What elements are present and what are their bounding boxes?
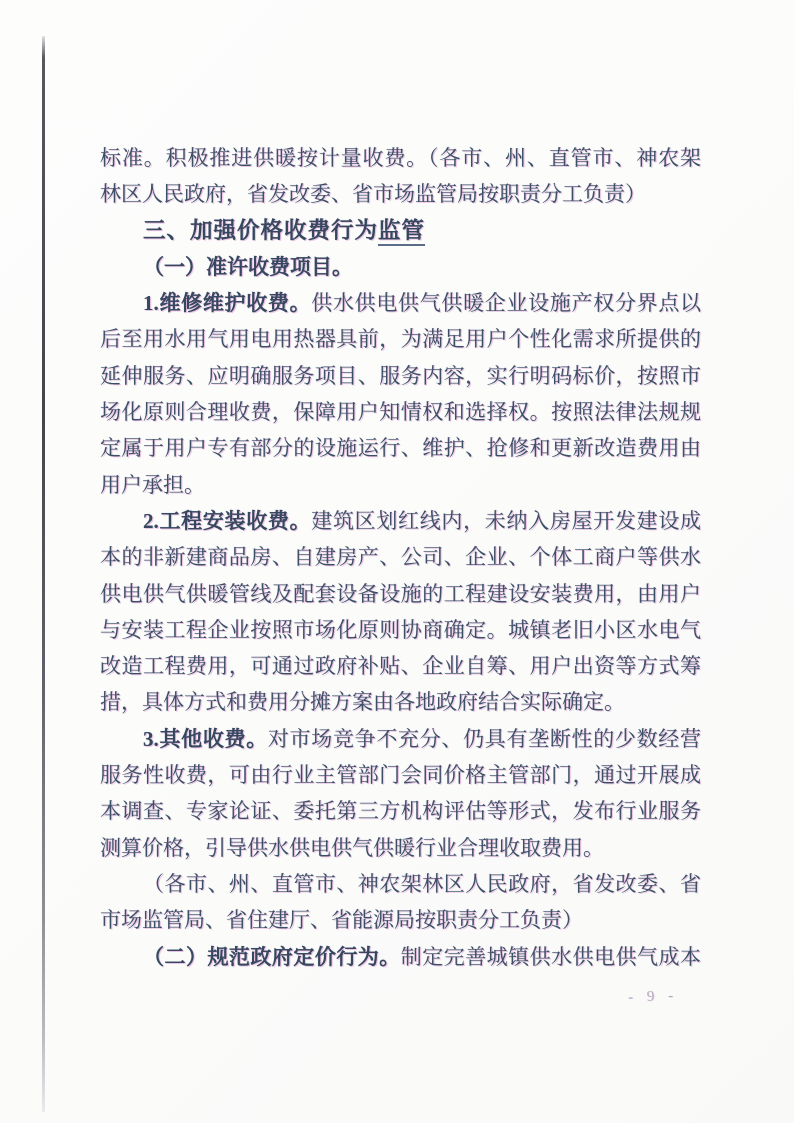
text-line xyxy=(100,358,701,394)
bold-text-segment: 2.工程安装收费。 xyxy=(143,508,312,533)
underlined-text: 监管 xyxy=(378,218,425,246)
document-text xyxy=(100,140,701,975)
text-segment: 与安装工程企业按照市场化原则协商确定。城镇老旧小区水电气 xyxy=(100,617,701,642)
text-segment: 服务性收费，可由行业主管部门会同价格主管部门，通过开展成 xyxy=(100,763,701,788)
bold-text-segment: 1.维修维护收费。 xyxy=(143,291,312,316)
page-number: - 9 - xyxy=(627,987,679,1006)
text-line xyxy=(100,793,701,829)
text-line xyxy=(100,285,701,321)
text-segment: 本的非新建商品房、自建房产、公司、企业、个体工商户等供水 xyxy=(100,545,701,570)
text-segment: 供水供电供气供暖企业设施产权分界点以 xyxy=(311,291,702,316)
bold-text-segment: 三、加强价格收费行为 xyxy=(143,217,379,243)
text-segment: 定属于用户专有部分的设施运行、维护、抢修和更新改造费用由 xyxy=(100,436,701,461)
text-line xyxy=(100,430,701,466)
text-segment: 延伸服务、应明确服务项目、服务内容，实行明码标价，按照市 xyxy=(100,363,701,388)
text-segment: 措，具体方式和费用分摊方案由各地政府结合实际确定。 xyxy=(100,690,625,715)
text-line xyxy=(100,902,701,938)
text-line xyxy=(100,939,701,975)
text-line xyxy=(100,648,701,684)
text-segment: （各市、州、直管市、神农架林区人民政府，省发改委、省 xyxy=(143,871,701,896)
text-segment: 测算价格，引导供水供电供气供暖行业合理收取费用。 xyxy=(100,835,604,860)
text-segment: 制定完善城镇供水供电供气成本 xyxy=(400,944,702,969)
text-line xyxy=(100,684,701,720)
text-segment: 本调查、专家论证、委托第三方机构评估等形式，发布行业服务 xyxy=(100,799,701,824)
text-segment: 标准。积极推进供暖按计量收费。（各市、州、直管市、神农架 xyxy=(100,146,701,170)
text-segment: 市场监管局、省住建厅、省能源局按职责分工负责） xyxy=(100,908,583,933)
text-line xyxy=(100,394,701,430)
text-line xyxy=(100,503,701,539)
section-heading xyxy=(100,213,701,249)
text-line xyxy=(100,321,701,357)
text-segment: 场化原则合理收费，保障用户知情权和选择权。按照法律法规规 xyxy=(100,400,701,425)
text-line xyxy=(100,467,701,503)
scan-edge-line xyxy=(42,36,45,1112)
text-line xyxy=(100,576,701,612)
text-line xyxy=(100,866,701,902)
bold-text-segment: 3.其他收费。 xyxy=(143,726,268,751)
text-line xyxy=(100,140,701,176)
text-segment: 建筑区划红线内，未纳入房屋开发建设成 xyxy=(311,508,702,533)
text-segment: 改造工程费用，可通过政府补贴、企业自筹、用户出资等方式筹 xyxy=(100,654,701,679)
text-segment: 林区人民政府，省发改委、省市场监管局按职责分工负责） xyxy=(100,182,646,207)
text-line xyxy=(100,539,701,575)
text-line xyxy=(100,757,701,793)
text-segment: 对市场竞争不充分、仍具有垄断性的少数经营 xyxy=(267,726,701,751)
text-segment: 后至用水用气用电用热器具前，为满足用户个性化需求所提供的 xyxy=(100,327,701,352)
text-segment: 用户承担。 xyxy=(100,472,205,497)
text-line xyxy=(100,249,701,285)
bold-text-segment: （一）准许收费项目。 xyxy=(143,254,353,279)
text-line xyxy=(100,612,701,648)
text-line xyxy=(100,176,701,212)
bold-text-segment: （二）规范政府定价行为。 xyxy=(143,944,401,969)
text-segment: 供电供气供暖管线及配套设备设施的工程建设安装费用，由用户 xyxy=(100,581,701,606)
text-line xyxy=(100,721,701,757)
text-line xyxy=(100,830,701,866)
